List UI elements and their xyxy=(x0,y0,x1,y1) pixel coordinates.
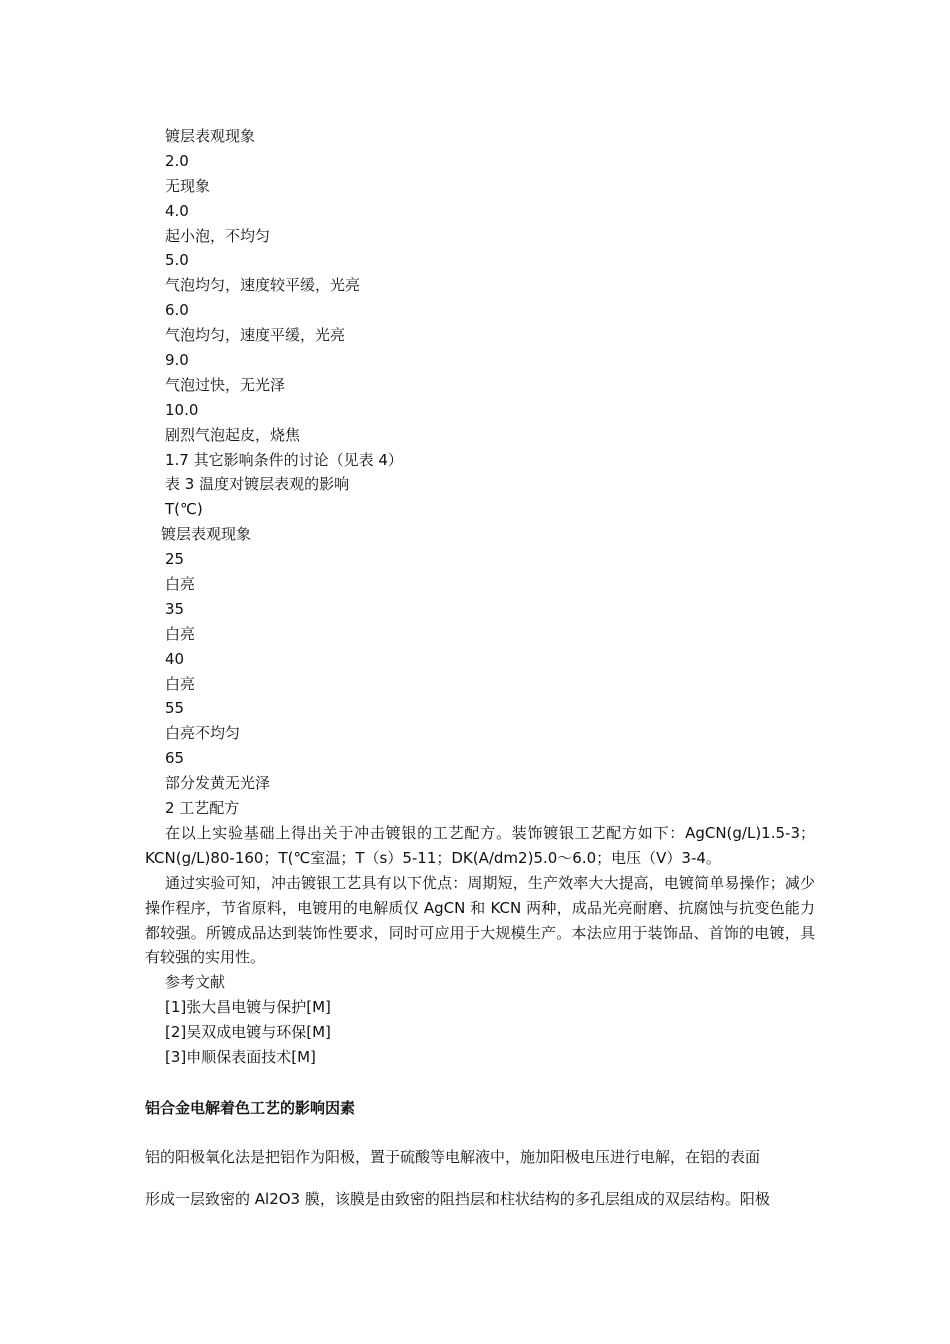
text-line: 气泡过快，无光泽 xyxy=(165,375,286,394)
paragraph: 在以上实验基础上得出关于冲击镀银的工艺配方。装饰镀银工艺配方如下：AgCN(g/L)1.5-3；KCN(g/L)80-160；T(℃室温；T（s）5-11；DK(A/dm2)5.0～6.0；电压（V）3-4。 xyxy=(145,823,815,867)
article-title: 铝合金电解着色工艺的影响因素 xyxy=(145,1099,356,1117)
text-line: 35 xyxy=(165,599,185,618)
text-line: 10.0 xyxy=(165,400,199,419)
text-block xyxy=(145,124,815,1070)
text-line: 25 xyxy=(165,550,185,569)
text-line: 起小泡，不均匀 xyxy=(165,226,271,245)
text-line: 2.0 xyxy=(165,151,189,170)
text-line: 镀层表观现象 xyxy=(161,525,252,544)
reference-item: [1]张大昌电镀与保护[M] xyxy=(165,998,331,1017)
text-line: 无现象 xyxy=(165,176,211,195)
text-line: T(℃) xyxy=(165,500,203,519)
text-line: 气泡均匀，速度较平缓，光亮 xyxy=(165,276,361,295)
body-line: 形成一层致密的 Al2O3 膜，该膜是由致密的阻挡层和柱状结构的多孔层组成的双层结构。阳极 xyxy=(145,1190,770,1208)
text-line: 65 xyxy=(165,749,185,768)
text-line: 4.0 xyxy=(165,201,189,220)
text-line: 气泡均匀，速度平缓，光亮 xyxy=(165,326,346,345)
text-line: 40 xyxy=(165,649,185,668)
text-line: 白亮 xyxy=(165,575,196,594)
paragraph: 通过实验可知，冲击镀银工艺具有以下优点：周期短，生产效率大大提高，电镀简单易操作；减少操作程序，节省原料，电镀用的电解质仅 AgCN 和 KCN 两种，成品光亮耐磨、抗腐蚀与抗变色能力都较强。所镀成品达到装饰性要求，同时可应用于大规模生产。本法应用于装饰品、首饰的电镀，具有较强的实用性。 xyxy=(145,873,815,967)
article-body xyxy=(145,1136,815,1220)
text-line: 白亮 xyxy=(165,624,196,643)
text-line: 白亮不均匀 xyxy=(165,724,241,743)
section-heading: 2 工艺配方 xyxy=(165,799,240,818)
text-line: 部分发黄无光泽 xyxy=(165,774,271,793)
text-line: 6.0 xyxy=(165,301,189,320)
text-line: 55 xyxy=(165,699,185,718)
body-line: 铝的阳极氧化法是把铝作为阳极，置于硫酸等电解液中，施加阳极电压进行电解，在铝的表面 xyxy=(145,1148,761,1166)
text-line: 白亮 xyxy=(165,674,196,693)
table-caption: 表 3 温度对镀层表观的影响 xyxy=(165,475,350,494)
references-heading: 参考文献 xyxy=(165,973,226,992)
reference-item: [3]申顺保表面技术[M] xyxy=(165,1048,316,1067)
reference-item: [2]吴双成电镀与环保[M] xyxy=(165,1023,331,1042)
text-line: 镀层表观现象 xyxy=(165,127,256,145)
text-line: 9.0 xyxy=(165,351,189,370)
section-subheading: 1.7 其它影响条件的讨论（见表 4） xyxy=(165,450,403,469)
text-line: 剧烈气泡起皮，烧焦 xyxy=(165,425,301,444)
text-line: 5.0 xyxy=(165,251,189,270)
